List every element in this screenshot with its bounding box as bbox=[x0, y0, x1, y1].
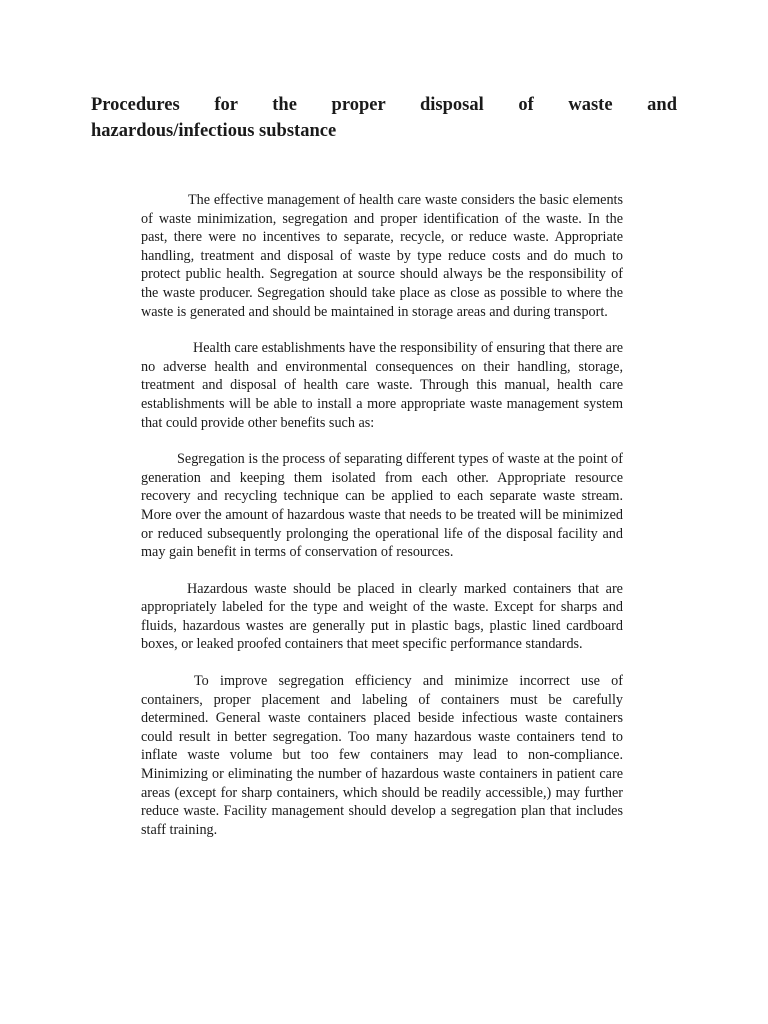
paragraph-health-care-establishments: Health care establishments have the responsibility of ensuring that there are no adverse health and environmental consequences on their handling, storage, treatment and disposal of health care waste. Through this manual, health care establishments will be able to install a more appropriate waste management system that could provide other benefits such as: bbox=[141, 340, 623, 431]
document-title bbox=[91, 92, 677, 144]
paragraph-segregation-efficiency: To improve segregation efficiency and minimize incorrect use of containers, proper placement and labeling of containers must be carefully determined. General waste containers placed beside infectious waste containers could result in better segregation. Too many hazardous waste containers tend to inflate waste volume but too few containers may lead to non-compliance. Minimizing or eliminating the number of hazardous waste containers in patient care areas (except for sharp containers, which should be readily accessible,) may further reduce waste. Facility management should develop a segregation plan that includes staff training. bbox=[141, 673, 623, 838]
paragraph-hazardous-containers: Hazardous waste should be placed in clearly marked containers that are appropriately labeled for the type and weight of the waste. Except for sharps and fluids, hazardous wastes are generally put in plastic bags, plastic lined cardboard boxes, or leaked proofed containers that meet specific performance standards. bbox=[141, 580, 623, 653]
paragraph-waste-management: The effective management of health care waste considers the basic elements of waste minimization, segregation and proper identification of the waste. In the past, there were no incentives to separate, recycle, or reduce waste. Appropriate handling, treatment and disposal of waste by type reduce costs and do much to protect public health. Segregation at source should always be the responsibility of the waste producer. Segregation should take place as close as possible to where the waste is generated and should be maintained in storage areas and during transport. bbox=[141, 192, 623, 320]
paragraph-segregation: Segregation is the process of separating different types of waste at the point of generation and keeping them isolated from each other. Appropriate resource recovery and recycling technique can be applied to each separate waste stream. More over the amount of hazardous waste that needs to be treated will be minimized or reduced subsequently prolonging the operational life of the disposal facility and may gain benefit in terms of conservation of resources. bbox=[141, 451, 623, 561]
document-title-line-2: hazardous/infectious substance bbox=[91, 121, 337, 141]
document-body bbox=[141, 191, 623, 857]
document-title-line-1: Procedures for the proper disposal of waste and bbox=[91, 95, 677, 115]
